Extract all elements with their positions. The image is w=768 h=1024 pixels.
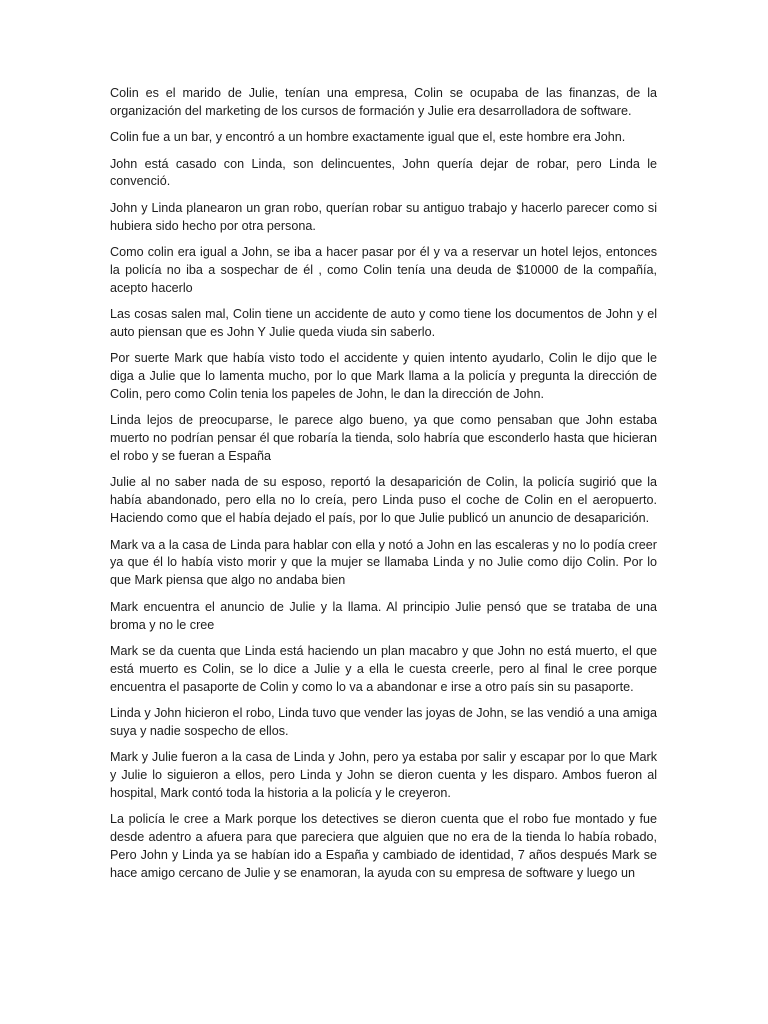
paragraph: Colin fue a un bar, y encontró a un hombre exactamente igual que el, este hombre era John. (110, 130, 626, 145)
paragraph: Mark y Julie fueron a la casa de Linda y John, pero ya estaba por salir y escapar por lo que Mark y Julie lo siguieron a ellos, pero Linda y John se dieron cuenta y les disparo. Ambos fueron al hospital, Mark contó toda la historia a la policía y le creyeron. (110, 750, 657, 800)
paragraph: Mark se da cuenta que Linda está haciendo un plan macabro y que John no está muerto, el que está muerto es Colin, se lo dice a Julie y a ella le cuesta creerle, pero al final le cree porque encuentra el pasaporte de Colin y como lo va a abandonar e irse a otro país sin su pasaporte. (110, 643, 657, 694)
paragraph: Como colin era igual a John, se iba a hacer pasar por él y va a reservar un hotel lejos, entonces la policía no iba a sospechar de él , como Colin tenía una deuda de $10000 de la compañía, acepto hacerlo (110, 244, 657, 295)
paragraph: John está casado con Linda, son delincuentes, John quería dejar de robar, pero Linda le convenció. (110, 156, 657, 189)
paragraph: Por suerte Mark que había visto todo el accidente y quien intento ayudarlo, Colin le dijo que le diga a Julie que lo lamenta mucho, por lo que Mark llama a la policía y pregunta la dirección de Colin, pero como Colin tenia los papeles de John, le dan la dirección de John. (110, 351, 657, 402)
paragraph: Mark va a la casa de Linda para hablar con ella y notó a John en las escaleras y no lo podía creer ya que él lo había visto morir y que la mujer se llamaba Linda y no Julie como dijo Colin. Por lo que Mark piensa que algo no andaba bien (110, 537, 657, 588)
paragraph: Las cosas salen mal, Colin tiene un accidente de auto y como tiene los documentos de John y el auto piensan que es John Y Julie queda viuda sin saberlo. (110, 307, 657, 339)
document-page (110, 85, 657, 883)
paragraph: Linda lejos de preocuparse, le parece algo bueno, ya que como pensaban que John estaba muerto no podrían pensar él que robaría la tienda, solo habría que esconderlo hasta que hicieran el robo y se fueran a España (110, 413, 657, 464)
paragraph: La policía le cree a Mark porque los detectives se dieron cuenta que el robo fue montado y fue desde adentro a afuera para que pareciera que alguien que no era de la tienda lo había robado, Pero John y Linda ya se habían ido a España y cambiado de identidad, 7 años después Mark se hace amigo cercano de Julie y se enamoran, la ayuda con su empresa de software y luego un (110, 812, 657, 880)
paragraph: Julie al no saber nada de su esposo, reportó la desaparición de Colin, la policía sugirió que la había abandonado, pero ella no lo creía, pero Linda puso el coche de Colin en el aeropuerto. Haciendo como que el había dejado el país, por lo que Julie publicó un anuncio de desaparición. (110, 475, 657, 526)
paragraph: Linda y John hicieron el robo, Linda tuvo que vender las joyas de John, se las vendió a una amiga suya y nadie sospecho de ellos. (110, 705, 657, 738)
paragraph: Mark encuentra el anuncio de Julie y la llama. Al principio Julie pensó que se trataba de una broma y no le cree (110, 599, 657, 632)
paragraph: Colin es el marido de Julie, tenían una empresa, Colin se ocupaba de las finanzas, de la organización del marketing de los cursos de formación y Julie era desarrolladora de software. (110, 86, 657, 118)
paragraph: John y Linda planearon un gran robo, querían robar su antiguo trabajo y hacerlo parecer como si hubiera sido hecho por otra persona. (110, 200, 657, 233)
